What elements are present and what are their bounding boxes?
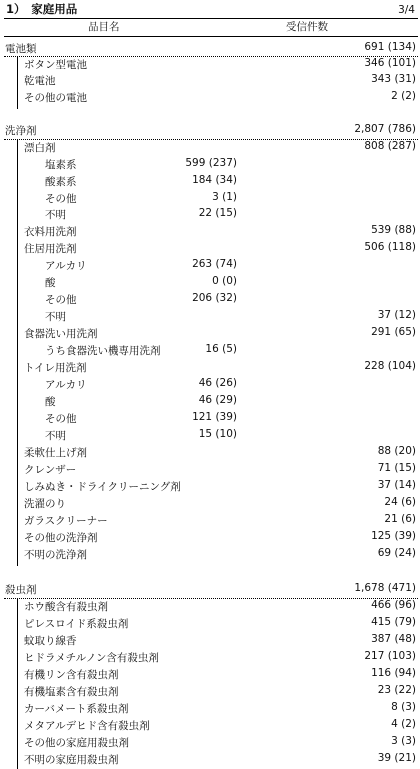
table-row (0, 411, 420, 427)
received-count: 3 (3) (391, 735, 416, 747)
item-name: 乾電池 (24, 75, 56, 87)
table-row (0, 275, 420, 291)
received-count: 206 (32) (192, 292, 237, 304)
item-name: その他の家庭用殺虫剤 (24, 737, 129, 749)
table-row (0, 140, 420, 156)
item-name: 不明 (45, 209, 66, 221)
item-name: アルカリ (45, 379, 87, 391)
table-row (0, 496, 420, 512)
item-name: ヒドラメチルノン含有殺虫剤 (24, 652, 159, 664)
table-row (0, 157, 420, 173)
item-name: 酸 (45, 277, 56, 289)
received-count: 15 (10) (198, 428, 237, 440)
item-name: 不明の洗浄剤 (24, 549, 87, 561)
table-row (0, 428, 420, 444)
table-row (0, 326, 420, 342)
received-count: 23 (22) (377, 684, 416, 696)
received-count: 346 (101) (364, 57, 416, 69)
table-row (0, 735, 420, 751)
received-count: 808 (287) (364, 140, 416, 152)
item-name: ホウ酸含有殺虫剤 (24, 601, 108, 613)
item-name: 洗浄剤 (5, 125, 37, 137)
item-name: カーバメート系殺虫剤 (24, 703, 129, 715)
received-count: 39 (21) (377, 752, 416, 764)
received-count: 2 (2) (391, 90, 416, 102)
table-row (0, 701, 420, 717)
received-count: 121 (39) (192, 411, 237, 423)
table-row (0, 530, 420, 546)
table-row (0, 123, 420, 139)
table-row (0, 684, 420, 700)
received-count: 506 (118) (364, 241, 416, 253)
received-count: 228 (104) (364, 360, 416, 372)
received-count: 22 (15) (198, 207, 237, 219)
table-row (0, 207, 420, 223)
item-name: 殺虫剤 (5, 584, 37, 596)
received-count: 415 (79) (371, 616, 416, 628)
table-row (0, 479, 420, 495)
received-count: 343 (31) (371, 73, 416, 85)
table-row (0, 752, 420, 768)
item-name: アルカリ (45, 260, 87, 272)
received-count: 184 (34) (192, 174, 237, 186)
received-count: 21 (6) (384, 513, 416, 525)
received-count: 71 (15) (377, 462, 416, 474)
table-row (0, 445, 420, 461)
table-row (0, 241, 420, 257)
table-row (0, 377, 420, 393)
table-row (0, 633, 420, 649)
received-count: 88 (20) (377, 445, 416, 457)
received-count: 4 (2) (391, 718, 416, 730)
received-count: 46 (29) (198, 394, 237, 406)
item-name: メタアルデヒド含有殺虫剤 (24, 720, 150, 732)
received-count: 37 (14) (377, 479, 416, 491)
received-count: 217 (103) (364, 650, 416, 662)
page-number: 3/4 (398, 4, 415, 16)
item-name: ボタン型電池 (24, 59, 87, 71)
item-name: 住居用洗剤 (24, 243, 77, 255)
column-header-count: 受信件数 (286, 21, 328, 33)
received-count: 1,678 (471) (354, 582, 416, 594)
received-count: 466 (96) (371, 599, 416, 611)
received-count: 2,807 (786) (354, 123, 416, 135)
table-row (0, 599, 420, 615)
table-row (0, 718, 420, 734)
table-row (0, 292, 420, 308)
item-name: 柔軟仕上げ剤 (24, 447, 87, 459)
received-count: 387 (48) (371, 633, 416, 645)
item-name: 食器洗い用洗剤 (24, 328, 98, 340)
item-name: 蚊取り線香 (24, 635, 77, 647)
received-count: 37 (12) (377, 309, 416, 321)
item-name: 塩素系 (45, 159, 77, 171)
received-count: 0 (0) (212, 275, 237, 287)
table-row (0, 513, 420, 529)
item-name: しみぬき・ドライクリーニング剤 (24, 481, 181, 493)
item-name: 不明 (45, 311, 66, 323)
item-name: 酸素系 (45, 176, 77, 188)
table-row (0, 667, 420, 683)
received-count: 116 (94) (371, 667, 416, 679)
item-name: その他 (45, 413, 77, 425)
item-name: 不明の家庭用殺虫剤 (24, 754, 119, 766)
item-name: うち食器洗い機専用洗剤 (45, 345, 161, 357)
table-row (0, 616, 420, 632)
received-count: 69 (24) (377, 547, 416, 559)
item-name: 不明 (45, 430, 66, 442)
item-name: 酸 (45, 396, 56, 408)
item-name: その他 (45, 294, 77, 306)
received-count: 599 (237) (185, 157, 237, 169)
table-row (0, 73, 420, 89)
received-count: 8 (3) (391, 701, 416, 713)
received-count: 46 (26) (198, 377, 237, 389)
table-row (0, 224, 420, 240)
column-header-item: 品目名 (88, 21, 120, 33)
section-title: 1） 家庭用品 (6, 2, 78, 16)
table-row (0, 309, 420, 325)
table-row (0, 41, 420, 57)
received-count: 263 (74) (192, 258, 237, 270)
table-row (0, 57, 420, 73)
table-row (0, 191, 420, 207)
received-count: 3 (1) (212, 191, 237, 203)
item-name: その他 (45, 193, 77, 205)
table-row (0, 343, 420, 359)
received-count: 691 (134) (364, 41, 416, 53)
received-count: 16 (5) (205, 343, 237, 355)
item-name: 電池類 (5, 43, 37, 55)
item-name: その他の洗浄剤 (24, 532, 98, 544)
received-count: 24 (6) (384, 496, 416, 508)
table-row (0, 394, 420, 410)
received-count: 291 (65) (371, 326, 416, 338)
table-row (0, 650, 420, 666)
item-name: ピレスロイド系殺虫剤 (24, 618, 129, 630)
table-row (0, 90, 420, 106)
table-row (0, 360, 420, 376)
received-count: 539 (88) (371, 224, 416, 236)
table-row (0, 258, 420, 274)
header-bottom-rule (4, 36, 418, 37)
item-name: その他の電池 (24, 92, 87, 104)
item-name: 有機塩素含有殺虫剤 (24, 686, 119, 698)
table-row (0, 582, 420, 598)
item-name: クレンザー (24, 464, 77, 476)
item-name: ガラスクリーナー (24, 515, 108, 527)
item-name: 衣料用洗剤 (24, 226, 77, 238)
item-name: トイレ用洗剤 (24, 362, 87, 374)
table-row (0, 462, 420, 478)
table-row (0, 547, 420, 563)
table-row (0, 174, 420, 190)
item-name: 洗濯のり (24, 498, 66, 510)
item-name: 有機リン含有殺虫剤 (24, 669, 119, 681)
header-top-rule (4, 18, 418, 19)
item-name: 漂白剤 (24, 142, 56, 154)
received-count: 125 (39) (371, 530, 416, 542)
